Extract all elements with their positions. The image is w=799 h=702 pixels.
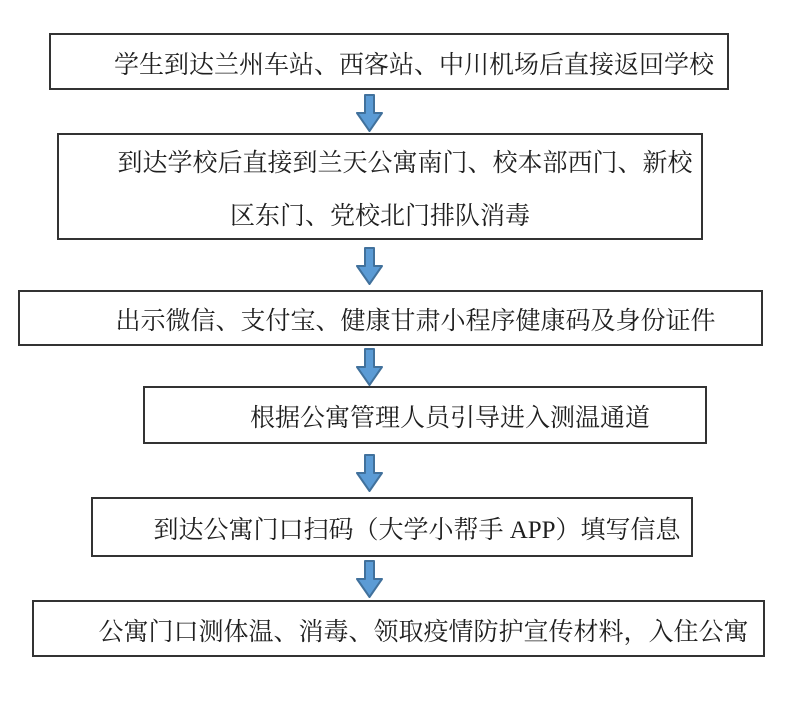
flow-step-show-health-code <box>18 290 763 346</box>
flow-step-disinfection-queue <box>57 133 703 240</box>
down-arrow-icon <box>356 560 383 598</box>
flow-step-arrival-text: 学生到达兰州车站、西客站、中川机场后直接返回学校 <box>113 51 714 79</box>
flow-step-disinfection-queue-text-line1: 到达学校后直接到兰天公寓南门、校本部西门、新校 <box>117 150 693 177</box>
flow-step-checkin-text: 公寓门口测体温、消毒、领取疫情防护宣传材料，入住公寓 <box>98 618 749 646</box>
flow-step-scan-code <box>91 497 693 557</box>
flow-step-show-health-code-text: 出示微信、支付宝、健康甘肃小程序健康码及身份证件 <box>115 308 716 335</box>
flow-step-checkin <box>32 600 765 657</box>
flow-step-arrival <box>49 33 729 90</box>
flow-step-temperature-channel-text: 根据公寓管理人员引导进入测温通道 <box>249 405 650 432</box>
flow-step-disinfection-queue-text-line2: 区东门、党校北门排队消毒 <box>229 203 530 230</box>
flow-step-scan-code-text: 到达公寓门口扫码（大学小帮手 APP）填写信息 <box>153 517 681 544</box>
down-arrow-icon <box>356 454 383 492</box>
down-arrow-icon <box>356 94 383 132</box>
flow-step-temperature-channel <box>143 386 707 444</box>
down-arrow-icon <box>356 348 383 386</box>
down-arrow-icon <box>356 247 383 285</box>
